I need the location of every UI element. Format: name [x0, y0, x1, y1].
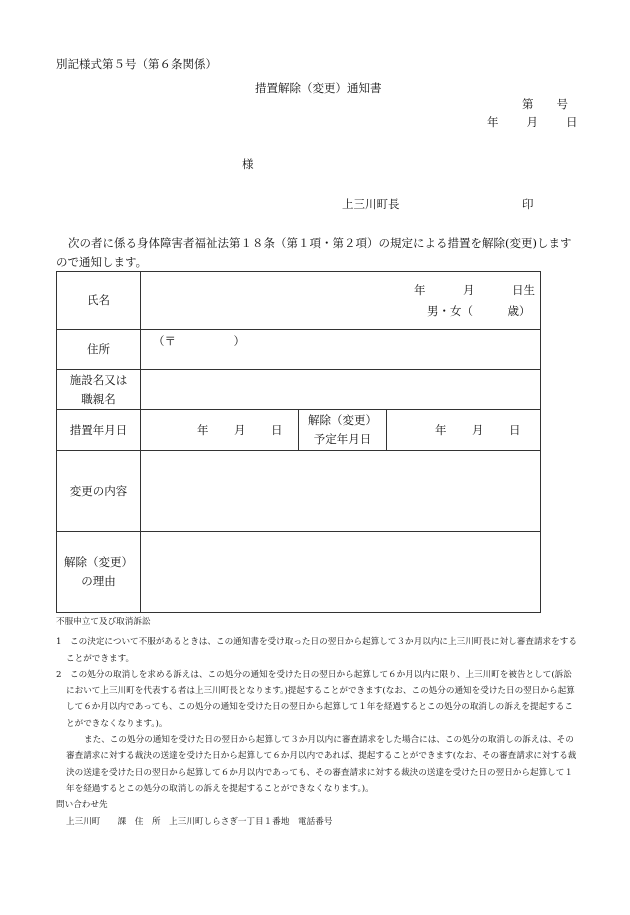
release-date-label — [299, 410, 387, 451]
document-title: 措置解除（変更）通知書 — [255, 81, 382, 95]
contact-heading: 問い合わせ先 — [56, 800, 108, 811]
contact-line: 上三川町 課 住 所 上三川町しらさぎ一丁目１番地 電話番号 — [66, 816, 333, 827]
facility-label-line2: 職親名 — [81, 391, 116, 406]
gender-age: 男・女（ 歳） — [427, 304, 531, 318]
address-value — [141, 330, 541, 370]
form-reference: 別記様式第５号（第６条関係） — [56, 57, 217, 71]
reason-value — [141, 532, 541, 613]
reason-label — [57, 532, 141, 613]
postal-code: （〒 ） — [153, 334, 245, 348]
reason-label-line1: 解除（変更） — [64, 555, 133, 569]
reason-label-line2: の理由 — [81, 574, 116, 588]
issue-date-month: 月 — [526, 115, 538, 129]
release-day: 日 — [509, 423, 521, 437]
release-month: 月 — [472, 423, 484, 437]
measure-year: 年 — [197, 423, 209, 437]
row-dates — [57, 410, 541, 451]
intro-text: 次の者に係る身体障害者福祉法第１８条（第１項・第２項）の規定による措置を解除(変更)しますので通知します。 — [56, 236, 572, 269]
address-label: 住所 — [57, 330, 141, 370]
row-reason — [57, 532, 541, 613]
release-date-value — [387, 410, 541, 451]
notes-heading: 不服申立て及び取消訴訟 — [56, 617, 151, 627]
addressee-suffix: 様 — [242, 157, 254, 171]
measure-date-label: 措置年月日 — [57, 410, 141, 451]
facility-label-line1: 施設名又は — [69, 372, 128, 387]
birth-year: 年 — [414, 283, 426, 297]
issue-date-day: 日 — [566, 115, 578, 129]
measure-month: 月 — [234, 423, 246, 437]
note-item-2: 2 この処分の取消しを求める訴えは、この処分の通知を受けた日の翌日から起算して６か月以内に限り、上三川町を被告として(訴訟において上三川町を代表する者は上三川町長となります。)提起することができます(なお、この処分の通知を受けた日の翌日から起算して６か月以内であっても、この処分の通知を受けた日の翌日から起算して１年を経過するとこの処分の取消しの訴えを提起することができなくなります。)。 — [56, 669, 575, 729]
row-facility — [57, 370, 541, 410]
measure-date-value — [141, 410, 299, 451]
facility-value — [141, 370, 541, 410]
release-date-label-line1: 解除（変更） — [308, 413, 377, 427]
seal-mark: 印 — [522, 197, 534, 211]
issue-date — [487, 114, 578, 130]
issue-date-year: 年 — [487, 115, 499, 129]
release-year: 年 — [435, 423, 447, 437]
row-address — [57, 330, 541, 370]
release-date-label-line2: 予定年月日 — [313, 432, 372, 446]
name-value — [141, 272, 541, 330]
name-label: 氏名 — [57, 272, 141, 330]
facility-label — [57, 370, 141, 410]
birth-day: 日生 — [512, 283, 535, 297]
row-change — [57, 451, 541, 532]
note-item-1: 1 この決定について不服があるときは、この通知書を受け取った日の翌日から起算して３か月以内に上三川町長に対し審査請求をすることができます。 — [56, 637, 577, 664]
note-item-3: また、この処分の通知を受けた日の翌日から起算して３か月以内に審査請求をした場合には、この処分の取消しの訴えは、その審査請求に対する裁決の送達を受けた日から起算して６か月以内であれば、提起することができます(なお、その審査請求に対する裁決の送達を受けた日の翌日から起算して６か月以内であっても、その審査請求に対する裁決の送達を受けた日の翌日から起算して１年を経過するとこの処分の取消しの訴えを提起することができなくなります。)。 — [66, 735, 577, 794]
document-number: 第 号 — [522, 97, 568, 111]
birth-month: 月 — [463, 283, 475, 297]
appeal-notes — [56, 614, 580, 830]
change-label: 変更の内容 — [57, 451, 141, 532]
notice-table — [56, 271, 541, 613]
change-value — [141, 451, 541, 532]
measure-day: 日 — [271, 423, 283, 437]
issuer-name: 上三川町長 — [342, 197, 400, 211]
row-name — [57, 272, 541, 330]
